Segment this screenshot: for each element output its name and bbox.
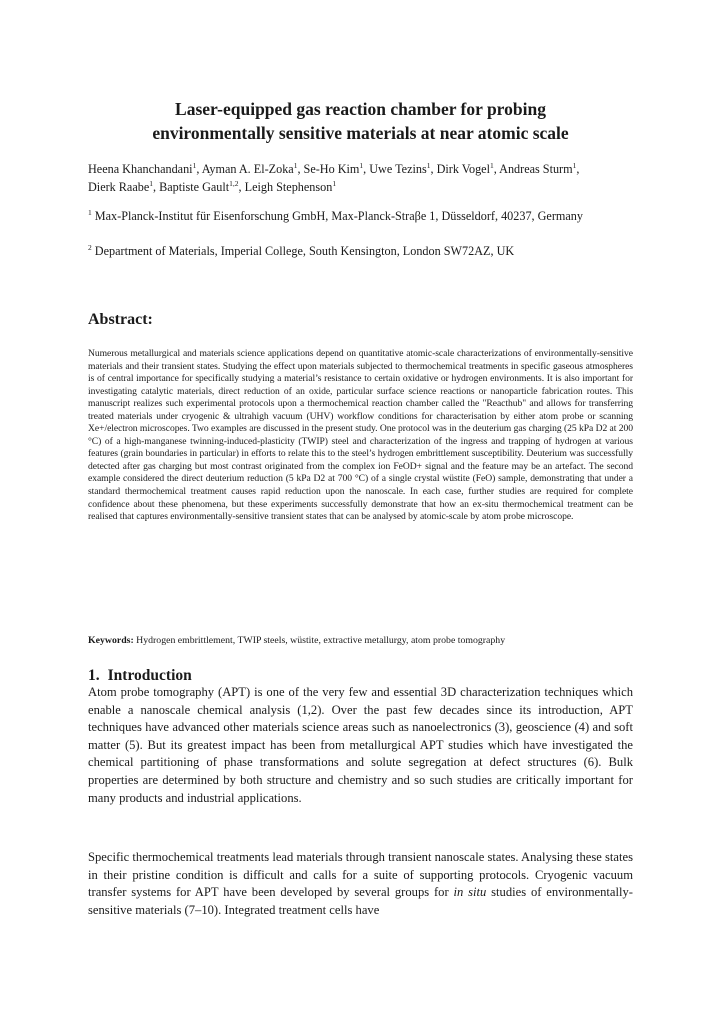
author: Dierk Raabe$^1$, — [88, 178, 160, 194]
author: Leigh Stephenson$^1$ — [244, 178, 337, 194]
abstract-text: Numerous metallurgical and materials science applications depend on quantitative atomic-scale characterizations of environmentally-sensitive materials and their transient states. Studying the effect upon materials subjected to thermochemical treatments in specific gaseous atmospheres is of central importance for specifically studying a material’s resistance to certain oxidative or hydrogen environments. It is also important for investigating catalytic materials, direct reduction of an oxide, particular surface science reactions or nanoparticle fabrication routes. This manuscript realizes such experimental protocols upon a thermochemical reaction chamber called the "Reacthub" and allows for transferring treated materials under cryogenic & ultrahigh vacuum (UHV) workflow conditions for characterisation by either atom probe or scanning Xe+/electron microscopes. Two examples are discussed in the present study. One protocol was in the deuterium gas charging (25 kPa D2 at 200 °C) of a high-manganese twinning-induced-plasticity (TWIP) steel and characterization of the ingress and trapping of hydrogen at various features (grain boundaries in particular) in efforts to relate this to the steel’s hydrogen embrittlement susceptibility. Deuterium was successfully detected after gas charging but most contrast originated from the complex ion FeOD+ signal and the feature may be an artefact. The second example considered the direct deuterium reduction (5 kPa D2 at 700 °C) of a single crystal wüstite (FeO) sample, demonstrating that under a standard thermochemical treatment causes rapid reduction upon the nanoscale. In each case, further studies are required for complete confidence about these phenomena, but these experiments successfully demonstrate that how an ex-situ thermochemical treatment can be realised that captures environmentally-sensitive transient states that can be analysed by atomic-scale by atom probe microscope. — [88, 348, 633, 523]
abstract-heading: Abstract: — [88, 311, 153, 328]
section-number: 1. — [88, 667, 100, 684]
intro-paragraph-2: Specific thermochemical treatments lead materials through transient nanoscale states. Analysing these states in their pristine condition is difficult and calls for a suite of supporting protocols. Cryogenic vacuum transfer systems for APT have been developed by several groups for in situ studies of environmentally-sensitive materials (7–10). Integrated treatment cells have — [88, 850, 633, 917]
title-line-2: environmentally sensitive materials at near atomic scale — [152, 123, 569, 143]
author: Ayman A. El-Zoka$^1$, — [201, 160, 304, 176]
emphasis-in-situ: in situ — [453, 885, 487, 900]
keywords-list: Hydrogen embrittlement, TWIP steels, wüstite, extractive metallurgy, atom probe tomography — [133, 635, 506, 646]
intro-paragraph-1: Atom probe tomography (APT) is one of the very few and essential 3D characterization techniques which enable a nanoscale chemical analysis (1,2). Over the past few decades since its introduction, APT techniques have advanced other materials science areas such as nanoelectronics (3), geoscience (4) and soft matter (5). But its greatest impact has been from metallurgical APT studies which have investigated the chemical partitioning of phase transformations and solute segregation at defect structures (6). Bulk properties are determined by both structure and chemistry and so such studies are critically important for many products and industrial applications. — [88, 685, 633, 805]
section-title: Introduction — [107, 667, 192, 684]
author: Andreas Sturm$^1$, — [499, 160, 580, 176]
title-line-1: Laser-equipped gas reaction chamber for probing — [175, 99, 546, 119]
author: Se-Ho Kim$^1$, — [303, 160, 370, 176]
author: Heena Khanchandani$^1$, — [88, 160, 202, 176]
author: Uwe Tezins$^1$, — [369, 160, 437, 176]
author: Dirk Vogel$^1$, — [436, 160, 500, 176]
section-heading-introduction — [88, 666, 192, 686]
author-list — [88, 160, 636, 196]
affiliation-1: $^1$ Max-Planck-Institut für Eisenforschung GmbH, Max-Planck-Straβe 1, Düsseldorf, 40237, Germany — [88, 207, 583, 223]
keywords — [88, 635, 633, 647]
affiliation-2: $^2$ Department of Materials, Imperial College, South Kensington, London SW72AZ, UK — [88, 242, 515, 258]
keywords-label: Keywords: — [88, 635, 134, 646]
paper-title — [88, 97, 633, 145]
author: Baptiste Gault$^{1,2}$, — [159, 178, 245, 194]
